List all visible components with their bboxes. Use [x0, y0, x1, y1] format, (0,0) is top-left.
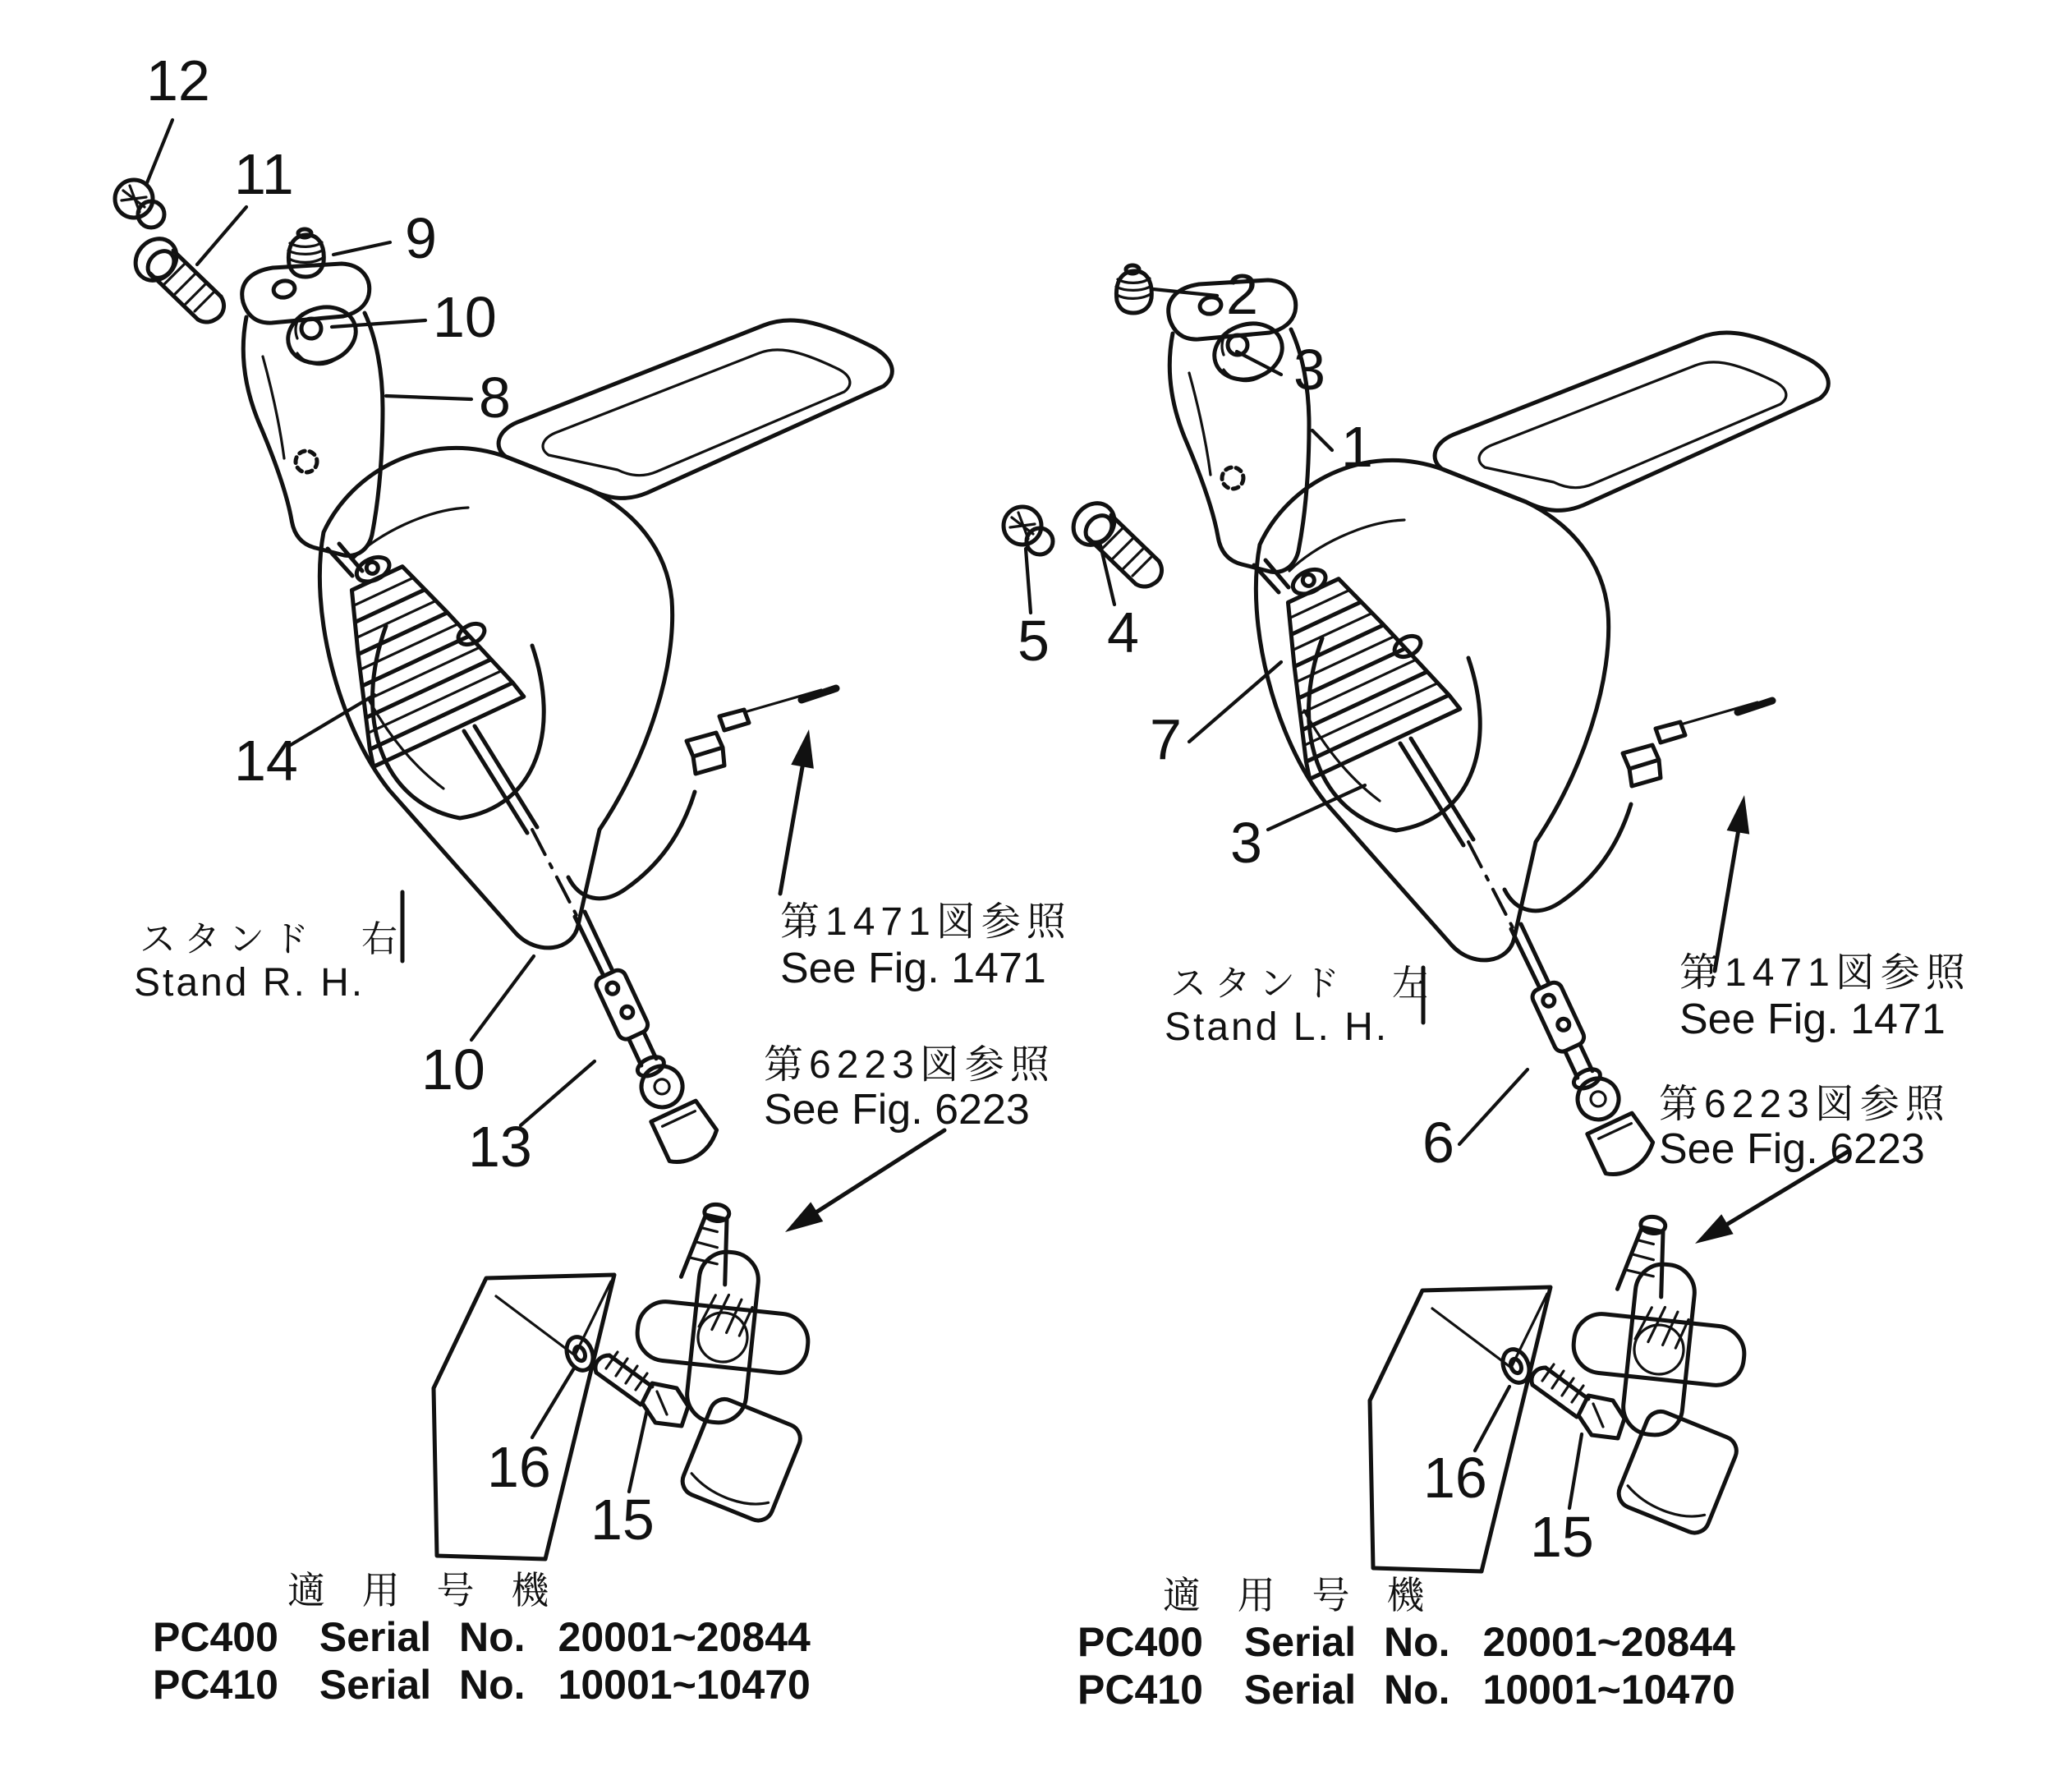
- leader-line: [146, 120, 172, 185]
- part-callout-4: 4: [1107, 600, 1139, 665]
- cap-2: [1116, 265, 1151, 313]
- nut-5: [1004, 507, 1053, 554]
- bolt-11: [127, 231, 224, 323]
- applicability-row: PC400 Serial No. 20001~20844: [153, 1614, 811, 1660]
- part-callout-15: 15: [1530, 1505, 1594, 1569]
- leader-line: [332, 320, 425, 327]
- part-callout-1: 1: [1341, 415, 1373, 479]
- arrow-head: [791, 729, 814, 769]
- part-callout-10: 10: [421, 1037, 485, 1102]
- part-callouts: [146, 48, 1594, 1569]
- figure-note-en: See Fig. 6223: [1659, 1125, 1925, 1173]
- cap-9: [288, 229, 324, 277]
- applicability-row: PC400 Serial No. 20001~20844: [1077, 1619, 1735, 1665]
- leader-line: [1189, 662, 1281, 742]
- arrow-head: [1695, 1214, 1734, 1244]
- part-callout-2: 2: [1226, 262, 1258, 326]
- arrow-head: [1727, 795, 1750, 835]
- figure-note-en: See Fig. 6223: [764, 1086, 1030, 1134]
- part-callout-5: 5: [1018, 609, 1050, 673]
- part-callout-14: 14: [234, 729, 298, 793]
- arrow-head: [785, 1202, 823, 1232]
- joystick-handle-1: [1169, 280, 1309, 592]
- applicability-heading: 適 用 号 機: [1163, 1574, 1438, 1617]
- bolt-4: [1065, 495, 1162, 587]
- figure-note-jp: 第6223図参照: [764, 1043, 1055, 1087]
- part-callout-8: 8: [479, 366, 511, 430]
- figure-note-jp: 第1471図参照: [1679, 951, 1971, 995]
- joystick-handle-8: [242, 264, 383, 576]
- arrow-line: [806, 1130, 944, 1219]
- part-callout-16: 16: [1423, 1446, 1487, 1510]
- leader-line: [532, 1367, 575, 1437]
- part-callout-16: 16: [487, 1435, 551, 1499]
- part-callout-13: 13: [468, 1115, 532, 1179]
- applicability-row: PC410 Serial No. 10001~10470: [1077, 1667, 1735, 1713]
- leader-line: [629, 1410, 647, 1492]
- applicability-block-left: [153, 1569, 811, 1708]
- figure-note-jp: 第6223図参照: [1659, 1083, 1950, 1126]
- leader-line: [1569, 1434, 1582, 1508]
- part-callout-6: 6: [1422, 1111, 1454, 1175]
- callout-leaders: [146, 120, 1582, 1508]
- stand-rh-label-jp: スタンド 右: [140, 919, 406, 959]
- part-callout-15: 15: [590, 1488, 655, 1552]
- applicability-row: PC410 Serial No. 10001~10470: [153, 1662, 811, 1708]
- leader-line: [1459, 1069, 1528, 1144]
- stand-rh-label-en: Stand R. H.: [134, 961, 365, 1005]
- leader-line: [386, 396, 471, 399]
- part-callout-3: 3: [1230, 811, 1262, 875]
- part-callout-7: 7: [1150, 707, 1182, 771]
- stand-lh-label-en: Stand L. H.: [1165, 1005, 1390, 1049]
- part-callout-10: 10: [433, 285, 497, 349]
- leader-line: [1475, 1387, 1509, 1451]
- leader-line: [1026, 549, 1031, 613]
- arrow-line: [1715, 820, 1740, 971]
- nut-12: [115, 180, 164, 228]
- part-callout-11: 11: [234, 142, 294, 206]
- applicability-block-right: [1077, 1574, 1735, 1713]
- leader-line: [471, 956, 534, 1040]
- figure-note-jp: 第1471図参照: [780, 900, 1072, 944]
- applicability-heading: 適 用 号 機: [287, 1569, 563, 1612]
- stand-lh-label-jp: スタンド 左: [1170, 964, 1436, 1004]
- part-callout-12: 12: [146, 48, 210, 113]
- part-callout-3: 3: [1293, 338, 1325, 402]
- figure-note-en: See Fig. 1471: [780, 945, 1046, 992]
- leader-line: [289, 695, 374, 746]
- leader-line: [197, 207, 246, 264]
- leader-line: [333, 242, 390, 255]
- figure-note-en: See Fig. 1471: [1679, 996, 1946, 1043]
- arrow-line: [780, 754, 805, 894]
- assembly-stand-lh: [1004, 265, 1828, 1571]
- part-callout-9: 9: [405, 206, 437, 270]
- leader-line: [1312, 430, 1332, 450]
